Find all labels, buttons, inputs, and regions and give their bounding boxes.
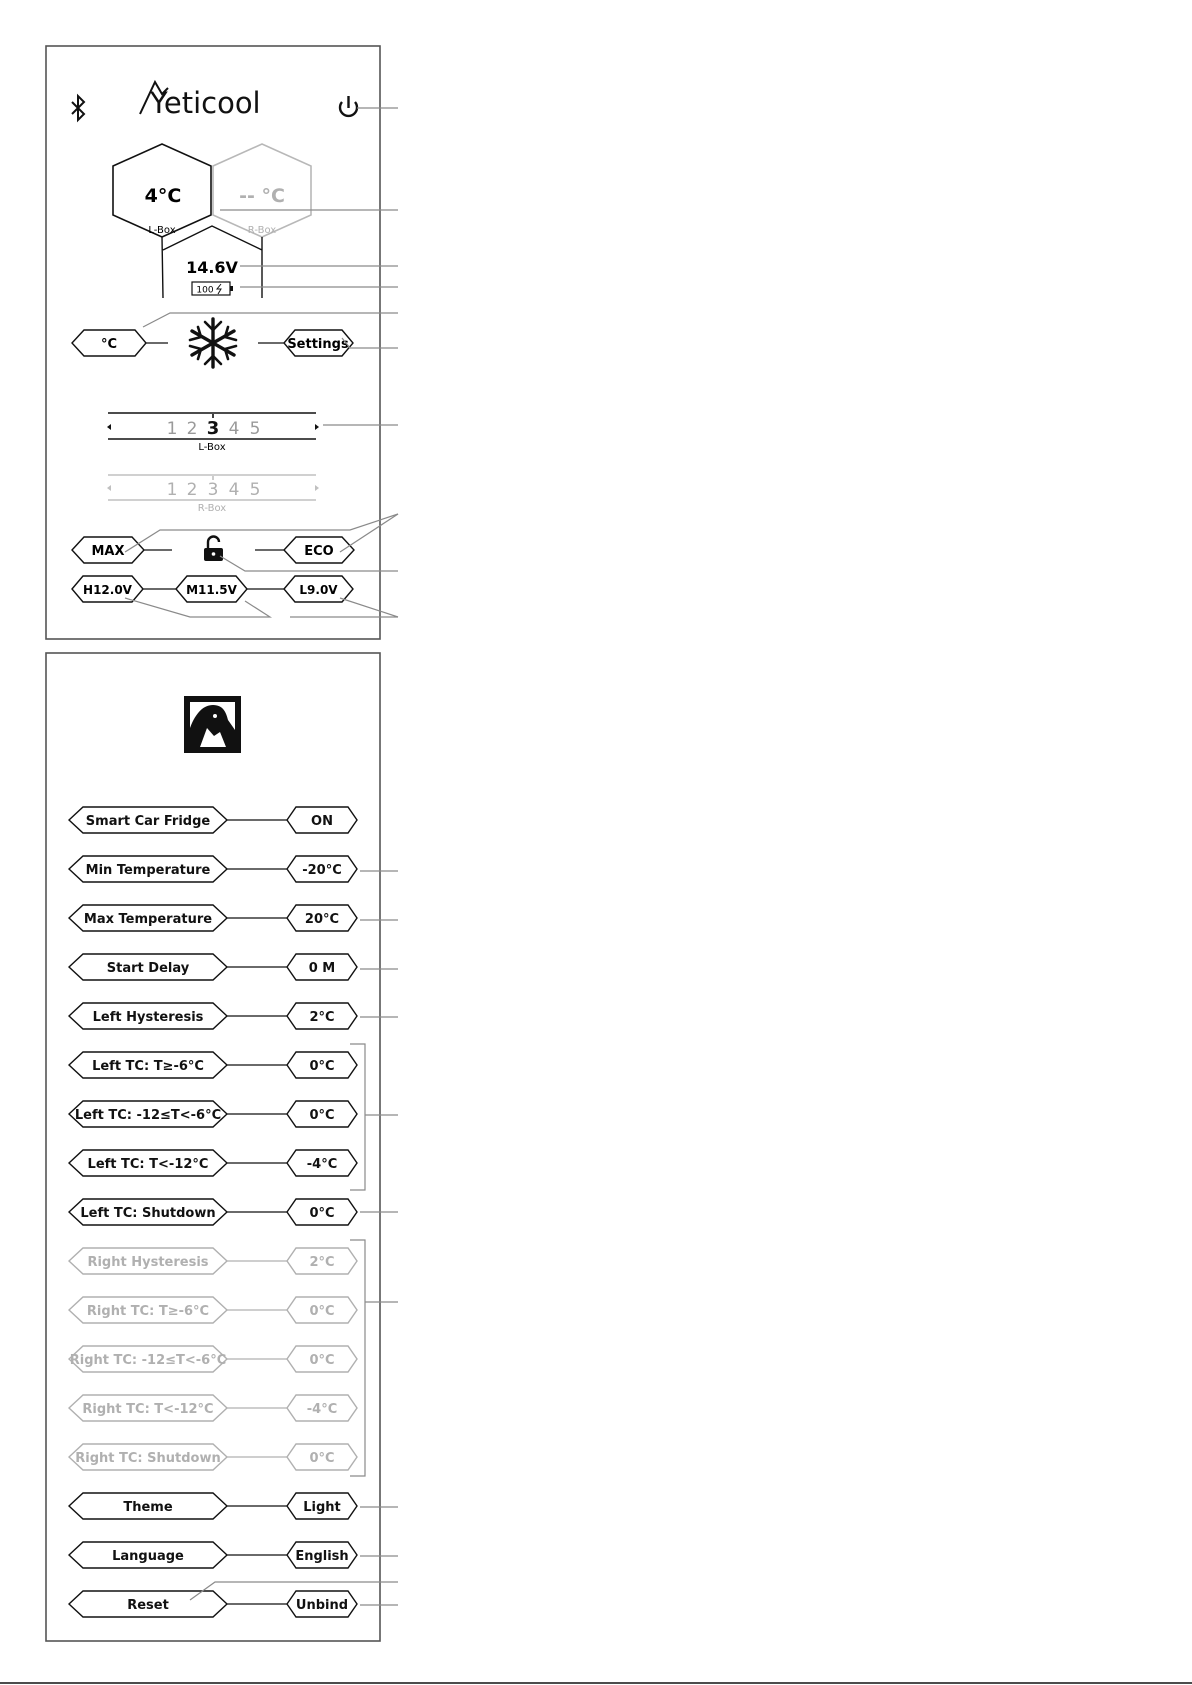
setting-label: Right TC: T≥-6°C (86, 1304, 210, 1319)
setting-value-button[interactable] (287, 1591, 357, 1617)
right-level-slider[interactable] (107, 475, 319, 514)
yeti-logo-icon (184, 696, 241, 753)
brand-name: Yeticool (150, 86, 261, 120)
setting-row-min-temperature (69, 856, 357, 882)
setting-label: Min Temperature (85, 863, 211, 878)
setting-value: Unbind (295, 1598, 349, 1613)
slider-right-arrow-icon[interactable] (315, 485, 319, 491)
setting-value-button[interactable] (287, 1003, 357, 1029)
left-zone-temp: 4°C (144, 185, 182, 207)
level-2[interactable]: 2 (186, 419, 198, 439)
battery-protection-high-label: H12.0V (83, 583, 132, 597)
setting-row-right-tc-12-t-6-c (69, 1346, 357, 1372)
power-icon[interactable] (340, 96, 357, 116)
right-zone-label: R-Box (247, 225, 277, 236)
level-4[interactable]: 4 (228, 419, 240, 439)
setting-label-button[interactable] (69, 1199, 227, 1225)
bluetooth-icon[interactable] (72, 96, 84, 120)
right-slider-label: R-Box (197, 503, 227, 514)
setting-row-reset (69, 1591, 357, 1617)
setting-label-button[interactable] (69, 1493, 227, 1519)
setting-label-button[interactable] (69, 1591, 227, 1617)
setting-row-theme (69, 1493, 357, 1519)
battery-protection-low-label: L9.0V (299, 583, 338, 597)
setting-label: Right TC: Shutdown (75, 1451, 221, 1466)
setting-value: 2°C (309, 1010, 335, 1025)
left-level-slider[interactable] (107, 413, 319, 453)
setting-value: 0°C (309, 1451, 335, 1466)
setting-label: Left Hysteresis (92, 1010, 204, 1025)
unit-button[interactable] (72, 330, 146, 356)
max-button[interactable] (72, 537, 144, 563)
setting-value-button[interactable] (287, 1444, 357, 1470)
setting-value: 0°C (309, 1108, 335, 1123)
battery-protection-high-button[interactable] (72, 576, 143, 602)
settings-button-label: Settings (287, 337, 349, 352)
setting-label: Start Delay (106, 961, 190, 976)
setting-value-button[interactable] (287, 954, 357, 980)
slider-right-arrow-icon[interactable] (315, 424, 319, 430)
level-5[interactable]: 5 (249, 419, 261, 439)
slider-left-arrow-icon[interactable] (107, 485, 111, 491)
setting-label-button[interactable] (69, 1444, 227, 1470)
battery-protection-mid-button[interactable] (176, 576, 247, 602)
setting-value: 0°C (309, 1353, 335, 1368)
unit-button-label: °C (100, 337, 118, 352)
setting-value-button[interactable] (287, 1150, 357, 1176)
setting-value: -4°C (306, 1402, 338, 1417)
level-3[interactable]: 3 (207, 480, 219, 500)
setting-label: Language (112, 1549, 184, 1564)
setting-value-button[interactable] (287, 1542, 357, 1568)
setting-label-button[interactable] (69, 1248, 227, 1274)
setting-value: 2°C (309, 1255, 335, 1270)
setting-value: -4°C (306, 1157, 338, 1172)
setting-label-button[interactable] (69, 905, 227, 931)
setting-label-button[interactable] (69, 856, 227, 882)
brand-logo (140, 82, 261, 120)
settings-button[interactable] (284, 330, 353, 356)
setting-label-button[interactable] (69, 807, 227, 833)
right-zone-hexagon[interactable] (213, 144, 311, 237)
setting-row-right-tc-shutdown (69, 1444, 357, 1470)
setting-row-right-tc-t-12-c (69, 1395, 357, 1421)
setting-row-right-tc-t-6-c (69, 1297, 357, 1323)
setting-row-language (69, 1542, 357, 1568)
setting-value: -20°C (302, 863, 342, 878)
setting-value-button[interactable] (287, 1346, 357, 1372)
voltage-readout: 14.6V (186, 258, 238, 277)
setting-row-left-tc-12-t-6-c (69, 1101, 357, 1127)
setting-value: 20°C (304, 912, 340, 927)
setting-value-button[interactable] (287, 1297, 357, 1323)
setting-label-button[interactable] (69, 1542, 227, 1568)
setting-value-button[interactable] (287, 1493, 357, 1519)
setting-label: Left TC: -12≤T<-6°C (74, 1108, 222, 1123)
setting-value-button[interactable] (287, 1101, 357, 1127)
setting-label: Smart Car Fridge (85, 814, 211, 829)
setting-label-button[interactable] (69, 1150, 227, 1176)
setting-label: Max Temperature (83, 912, 213, 927)
left-zone-hexagon[interactable] (113, 144, 211, 237)
settings-list (69, 807, 357, 1617)
right-zone-temp: -- °C (239, 185, 285, 207)
setting-label-button[interactable] (69, 1101, 227, 1127)
setting-label-button[interactable] (69, 1346, 227, 1372)
setting-row-start-delay (69, 954, 357, 980)
setting-value-button[interactable] (287, 856, 357, 882)
setting-label: Right TC: T<-12°C (82, 1402, 214, 1417)
setting-label: Right Hysteresis (87, 1255, 209, 1270)
setting-row-left-hysteresis (69, 1003, 357, 1029)
setting-label-button[interactable] (69, 1003, 227, 1029)
unlock-icon[interactable] (204, 537, 223, 562)
level-4[interactable]: 4 (228, 480, 240, 500)
level-5[interactable]: 5 (249, 480, 261, 500)
setting-value-button[interactable] (287, 1199, 357, 1225)
setting-label: Left TC: Shutdown (80, 1206, 216, 1221)
battery-protection-low-button[interactable] (284, 576, 353, 602)
setting-label-button[interactable] (69, 1395, 227, 1421)
slider-left-arrow-icon[interactable] (107, 424, 111, 430)
setting-value-button[interactable] (287, 1395, 357, 1421)
setting-value-button[interactable] (287, 905, 357, 931)
max-button-label: MAX (91, 544, 125, 559)
battery-icon (192, 282, 233, 296)
battery-level: 100 (196, 285, 214, 296)
setting-value: 0°C (309, 1206, 335, 1221)
setting-row-smart-car-fridge (69, 807, 357, 833)
setting-label: Theme (123, 1500, 173, 1515)
battery-protection-mid-label: M11.5V (186, 583, 237, 597)
level-3[interactable]: 3 (206, 418, 220, 439)
setting-label-button[interactable] (69, 1297, 227, 1323)
setting-value: Light (303, 1500, 341, 1515)
setting-label: Left TC: T≥-6°C (92, 1059, 204, 1074)
setting-label: Left TC: T<-12°C (87, 1157, 209, 1172)
setting-row-right-hysteresis (69, 1248, 357, 1274)
setting-row-left-tc-t-12-c (69, 1150, 357, 1176)
setting-label-button[interactable] (69, 954, 227, 980)
setting-value-button[interactable] (287, 1052, 357, 1078)
eco-button-label: ECO (304, 544, 334, 559)
setting-value: English (295, 1549, 349, 1564)
left-slider-label: L-Box (198, 442, 226, 453)
setting-row-left-tc-t-6-c (69, 1052, 357, 1078)
setting-value: 0 M (308, 961, 336, 976)
setting-value: 0°C (309, 1304, 335, 1319)
setting-label: Reset (127, 1598, 169, 1613)
setting-value: 0°C (309, 1059, 335, 1074)
setting-label: Right TC: -12≤T<-6°C (69, 1353, 227, 1368)
left-zone-label: L-Box (148, 225, 176, 236)
setting-value: ON (311, 814, 333, 829)
setting-row-left-tc-shutdown (69, 1199, 357, 1225)
level-1[interactable]: 1 (166, 480, 178, 500)
setting-value-button[interactable] (287, 1248, 357, 1274)
level-1[interactable]: 1 (166, 419, 178, 439)
setting-label-button[interactable] (69, 1052, 227, 1078)
setting-row-max-temperature (69, 905, 357, 931)
level-2[interactable]: 2 (186, 480, 198, 500)
snowflake-icon[interactable] (190, 319, 236, 367)
setting-value-button[interactable] (287, 807, 357, 833)
